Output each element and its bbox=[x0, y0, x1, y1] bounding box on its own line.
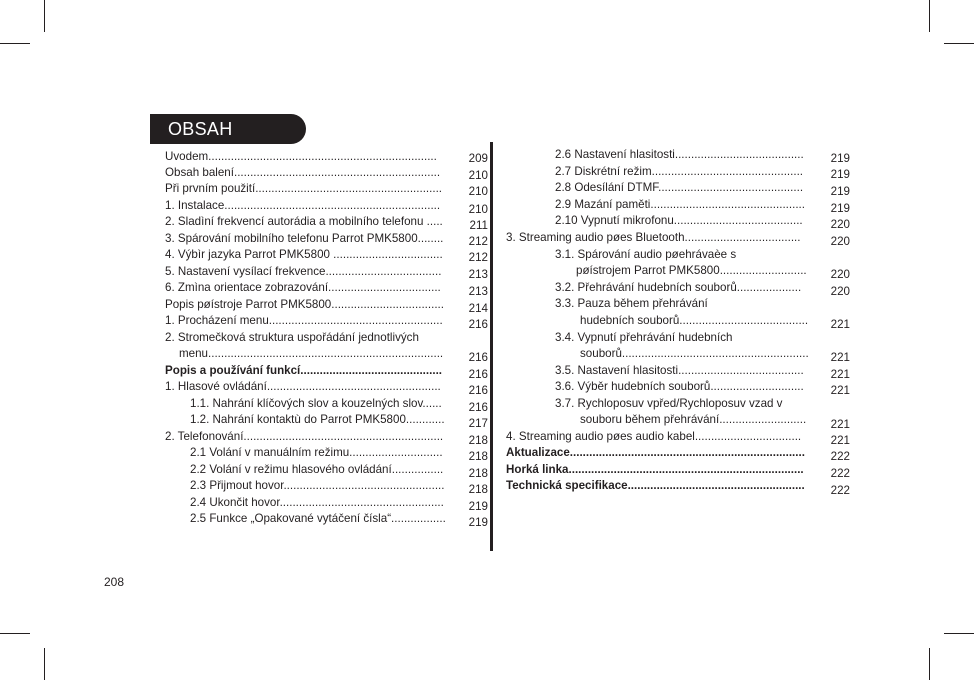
toc-entry[interactable]: 3.7. Rychloposuv vpřed/Rychloposuv vzad v bbox=[555, 397, 783, 410]
toc-page-number: 216 bbox=[468, 351, 488, 364]
page-number: 208 bbox=[104, 575, 125, 589]
section-title-banner bbox=[150, 114, 306, 144]
toc-entry[interactable]: 3.5. Nastavení hlasitosti....................................... bbox=[555, 364, 804, 377]
toc-entry[interactable]: 2.7 Diskrétní režim............................................... bbox=[555, 165, 804, 178]
toc-entry[interactable]: 3.1. Spárování audio pøehrávaèe s bbox=[555, 248, 737, 261]
toc-entry[interactable]: Technická specifikace....................................................... bbox=[506, 479, 805, 492]
toc-entry[interactable]: 2.2 Volání v režimu hlasového ovládání................ bbox=[190, 463, 444, 476]
toc-entry[interactable]: 3.3. Pauza během přehrávání bbox=[555, 297, 708, 310]
toc-page-number: 212 bbox=[468, 235, 488, 248]
toc-page-number: 218 bbox=[468, 467, 488, 480]
toc-page-number: 212 bbox=[468, 251, 488, 264]
toc-page-number: 218 bbox=[468, 483, 488, 496]
toc-entry[interactable]: 3.2. Přehrávání hudebních souborů.................... bbox=[555, 281, 802, 294]
toc-page-number: 220 bbox=[830, 218, 850, 231]
toc-page-number: 220 bbox=[830, 285, 850, 298]
toc-entry[interactable]: Popis pøístroje Parrot PMK5800................................... bbox=[165, 298, 444, 311]
toc-page-number: 221 bbox=[830, 434, 850, 447]
toc-entry[interactable]: Při prvním použití.......................................................... bbox=[165, 182, 443, 195]
crop-mark bbox=[944, 633, 974, 634]
crop-mark bbox=[929, 0, 930, 32]
toc-entry[interactable]: 3.6. Výběr hudebních souborů............................. bbox=[555, 380, 804, 393]
toc-page-number: 219 bbox=[468, 500, 488, 513]
toc-entry[interactable]: Uvodem....................................................................... bbox=[165, 150, 437, 163]
toc-page-number: 213 bbox=[468, 285, 488, 298]
toc-page-number: 218 bbox=[468, 450, 488, 463]
toc-entry[interactable]: 2.9 Mazání paměti................................................ bbox=[555, 198, 805, 211]
toc-page-number: 220 bbox=[830, 235, 850, 248]
toc-page-number: 219 bbox=[830, 185, 850, 198]
toc-page-number: 209 bbox=[468, 152, 488, 165]
column-divider bbox=[490, 142, 493, 551]
toc-page-number: 216 bbox=[468, 318, 488, 331]
toc-page-number: 221 bbox=[830, 368, 850, 381]
toc-page-number: 219 bbox=[830, 168, 850, 181]
toc-entry[interactable]: 1. Procházení menu...................................................... bbox=[165, 314, 443, 327]
toc-entry[interactable]: pøístrojem Parrot PMK5800........................... bbox=[576, 264, 807, 277]
toc-page-number: 210 bbox=[468, 185, 488, 198]
toc-page-number: 219 bbox=[468, 516, 488, 529]
toc-page-number: 216 bbox=[468, 368, 488, 381]
toc-entry[interactable]: Horká linka......................................................................... bbox=[506, 463, 804, 476]
toc-entry[interactable]: hudebních souborů........................................ bbox=[580, 314, 809, 327]
crop-mark bbox=[929, 648, 930, 680]
toc-entry[interactable]: 2. Telefonování.............................................................. bbox=[165, 430, 444, 443]
toc-entry[interactable]: souborů.......................................................... bbox=[580, 347, 809, 360]
crop-mark bbox=[44, 648, 45, 680]
toc-entry[interactable]: 2.10 Vypnutí mikrofonu........................................ bbox=[555, 214, 803, 227]
toc-entry[interactable]: Obsah balení................................................................ bbox=[165, 166, 441, 179]
crop-mark bbox=[944, 43, 974, 44]
toc-page-number: 221 bbox=[830, 418, 850, 431]
toc-entry[interactable]: 4. Výbìr jazyka Parrot PMK5800 .................................. bbox=[165, 248, 443, 261]
toc-page-number: 219 bbox=[830, 202, 850, 215]
toc-entry[interactable]: Aktualizace......................................................................... bbox=[506, 446, 805, 459]
toc-entry[interactable]: 3.4. Vypnutí přehrávání hudebních bbox=[555, 331, 733, 344]
toc-page-number: 217 bbox=[468, 417, 488, 430]
toc-entry[interactable]: 2. Stromečková struktura uspořádání jednotlivých bbox=[165, 331, 419, 344]
toc-entry[interactable]: Popis a používání funkcí............................................ bbox=[165, 364, 443, 377]
toc-page-number: 221 bbox=[830, 318, 850, 331]
toc-entry[interactable]: 1.1. Nahrání klíčových slov a kouzelných slov...... bbox=[190, 397, 442, 410]
toc-entry[interactable]: 2.4 Ukončit hovor................................................... bbox=[190, 496, 444, 509]
toc-entry[interactable]: 5. Nastavení vysílací frekvence.................................... bbox=[165, 265, 442, 278]
toc-entry[interactable]: 2.6 Nastavení hlasitosti........................................ bbox=[555, 148, 804, 161]
crop-mark bbox=[0, 633, 30, 634]
toc-entry[interactable]: 6. Zmìna orientace zobrazování................................... bbox=[165, 281, 441, 294]
toc-entry[interactable]: 1. Instalace................................................................... bbox=[165, 199, 441, 212]
section-title: OBSAH bbox=[168, 119, 233, 139]
crop-mark bbox=[0, 43, 30, 44]
crop-mark bbox=[44, 0, 45, 32]
toc-entry[interactable]: 2. Sladìní frekvencí autorádia a mobilního telefonu ..... bbox=[165, 215, 443, 228]
toc-page-number: 216 bbox=[468, 384, 488, 397]
toc-page-number: 218 bbox=[468, 434, 488, 447]
toc-entry[interactable]: menu......................................................................... bbox=[179, 347, 444, 360]
toc-page-number: 213 bbox=[468, 268, 488, 281]
toc-page-number: 222 bbox=[830, 467, 850, 480]
toc-page-number: 222 bbox=[830, 450, 850, 463]
toc-entry[interactable]: 2.3 Přijmout hovor.................................................. bbox=[190, 479, 445, 492]
toc-page-number: 220 bbox=[830, 268, 850, 281]
toc-entry[interactable]: souboru během přehrávání........................... bbox=[580, 413, 807, 426]
toc-page-number: 214 bbox=[468, 302, 488, 315]
toc-page-number: 222 bbox=[830, 484, 850, 497]
toc-page-number: 216 bbox=[468, 401, 488, 414]
toc-page-number: 211 bbox=[469, 219, 488, 232]
toc-entry[interactable]: 2.5 Funkce „Opakované vytáčení čísla“................. bbox=[190, 512, 446, 525]
toc-entry[interactable]: 1.2. Nahrání kontaktù do Parrot PMK5800............ bbox=[190, 413, 445, 426]
toc-entry[interactable]: 4. Streaming audio pøes audio kabel................................. bbox=[506, 430, 802, 443]
toc-entry[interactable]: 1. Hlasové ovládání...................................................... bbox=[165, 380, 441, 393]
toc-entry[interactable]: 2.1 Volání v manuálním režimu............................. bbox=[190, 446, 443, 459]
toc-entry[interactable]: 3. Streaming audio pøes Bluetooth.................................... bbox=[506, 231, 801, 244]
toc-entry[interactable]: 2.8 Odesílání DTMF............................................. bbox=[555, 181, 804, 194]
toc-entry[interactable]: 3. Spárování mobilního telefonu Parrot PMK5800........ bbox=[165, 232, 444, 245]
toc-page-number: 221 bbox=[830, 384, 850, 397]
toc-page-number: 210 bbox=[468, 169, 488, 182]
toc-page-number: 221 bbox=[830, 351, 850, 364]
toc-page-number: 219 bbox=[830, 152, 850, 165]
toc-page-number: 210 bbox=[468, 203, 488, 216]
